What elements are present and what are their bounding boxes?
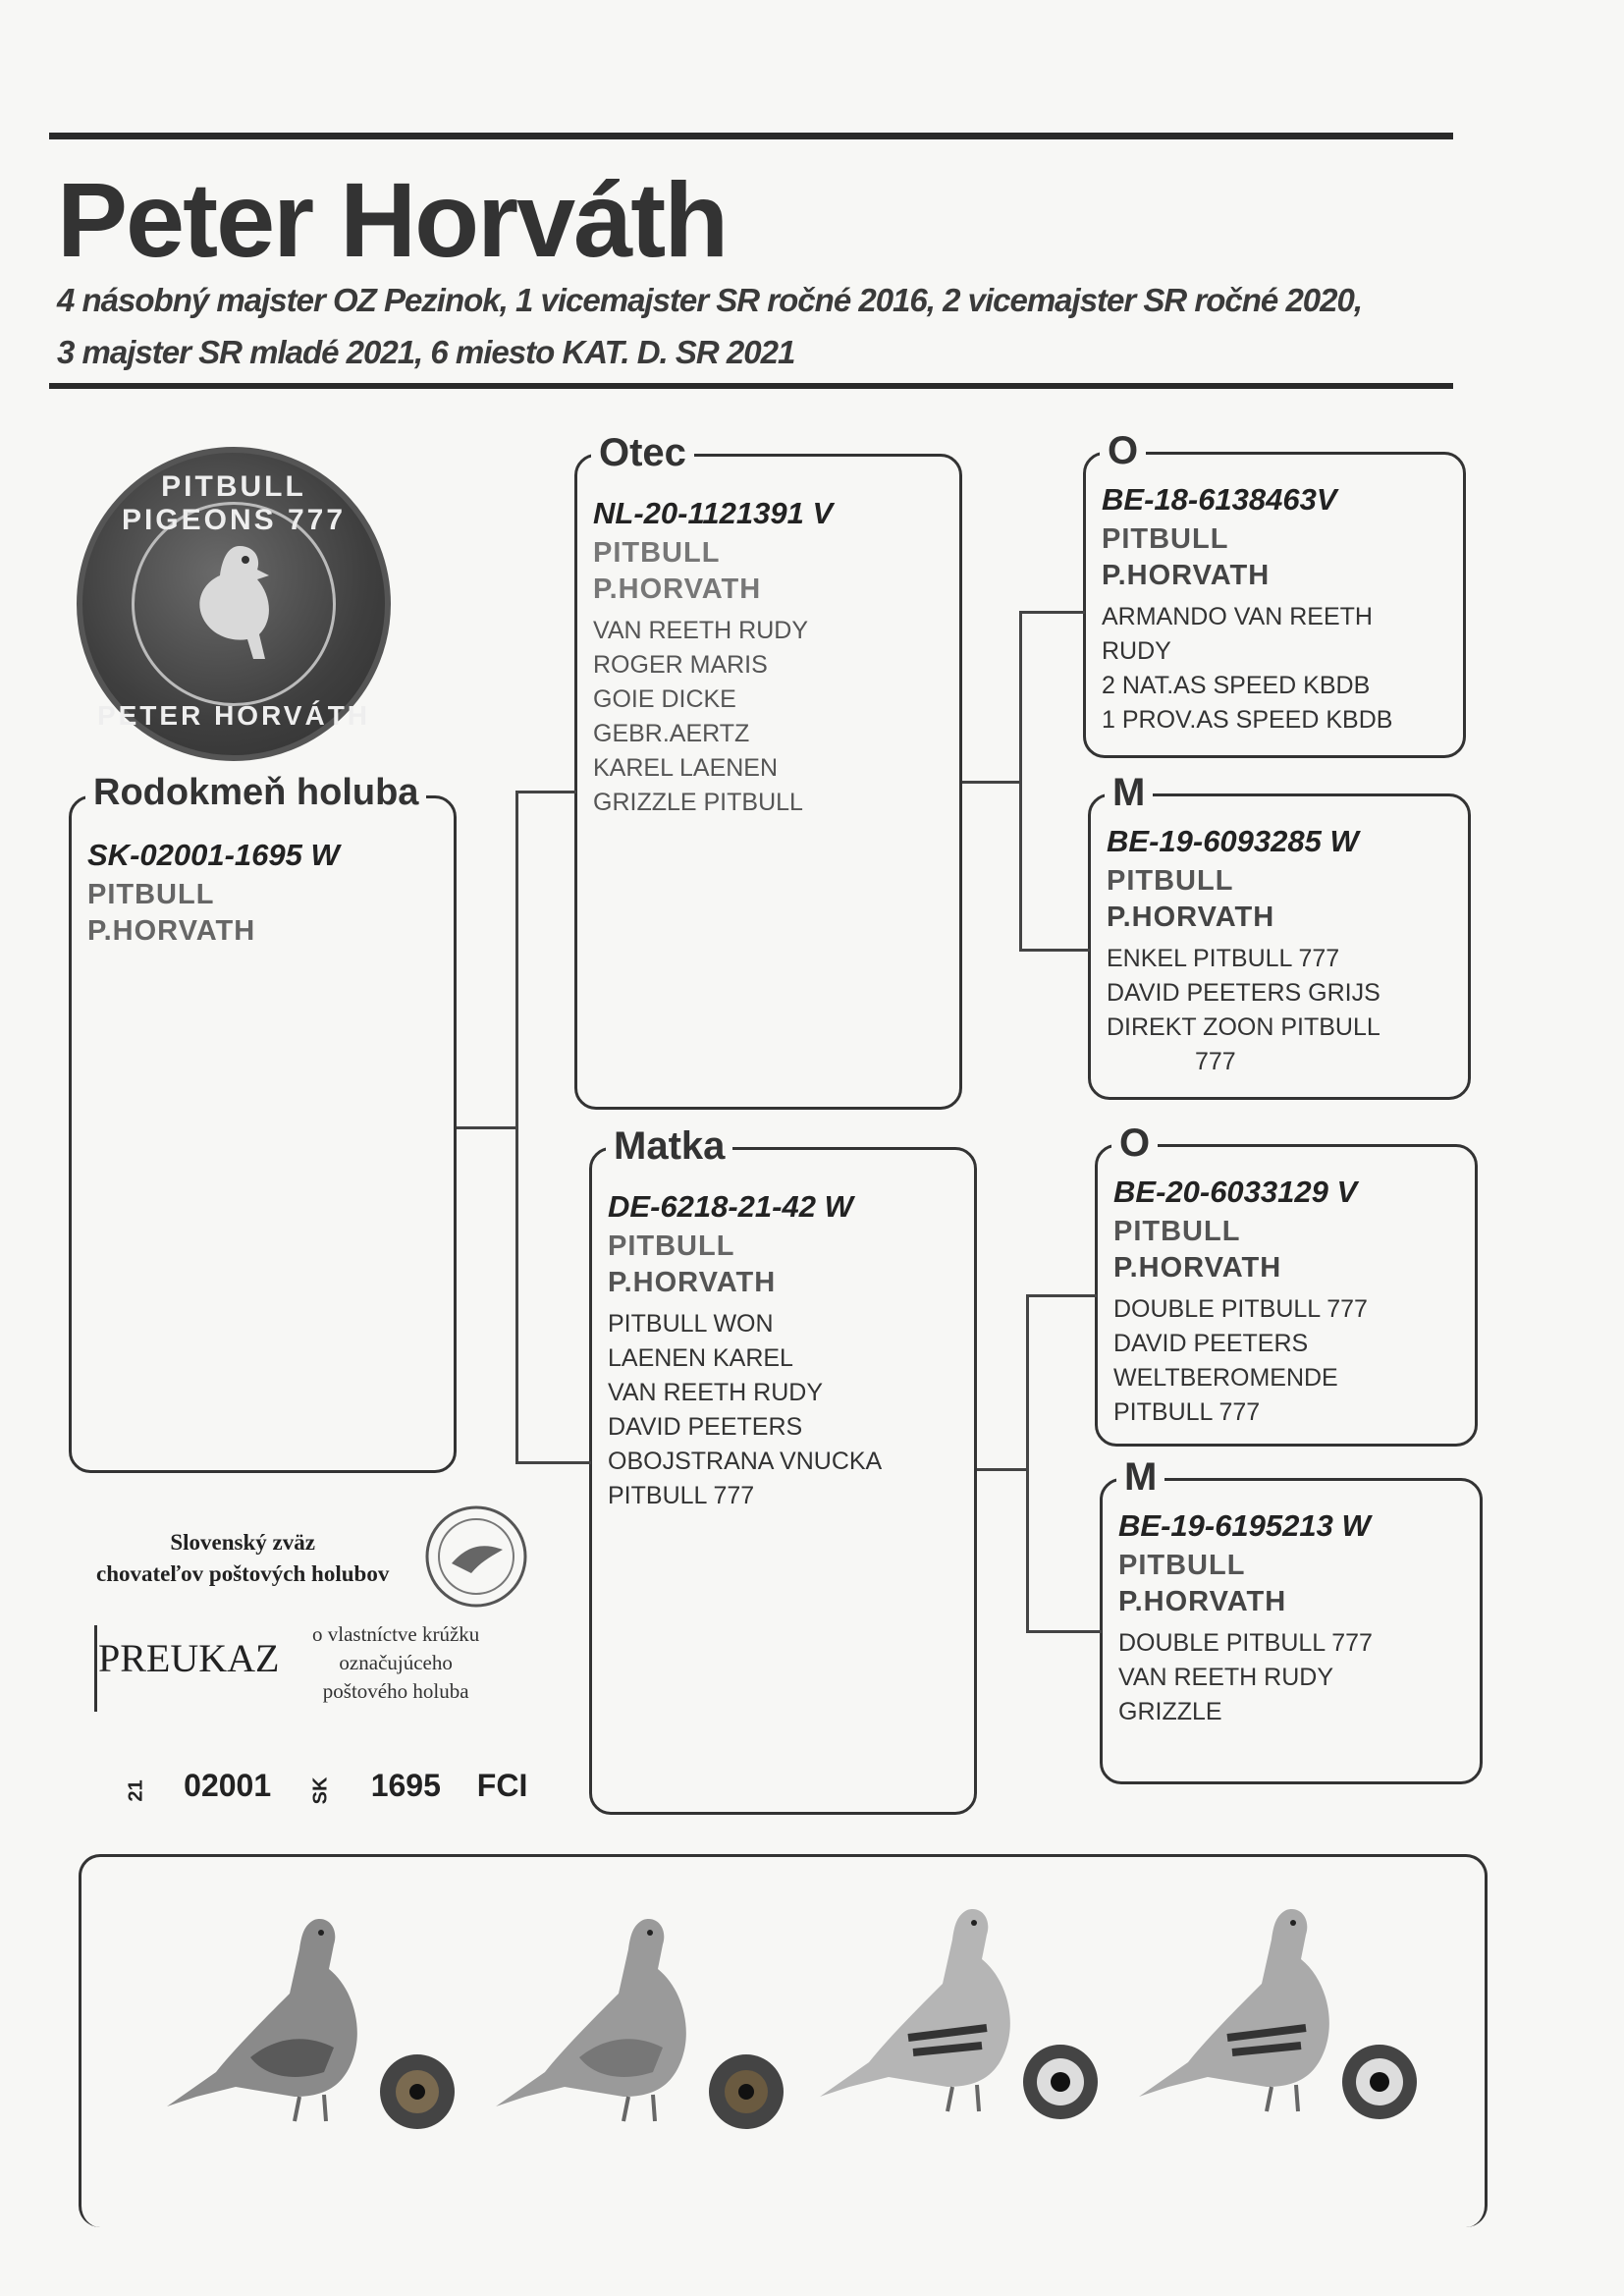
father-info-0: VAN REETH RUDY (593, 617, 809, 644)
connector-to-mm (1026, 1630, 1102, 1633)
ring-country: SK (309, 1777, 332, 1805)
father-ring: NL-20-1121391 V (593, 496, 834, 530)
mm-label: M (1116, 1455, 1164, 1499)
mf-info-2: WELTBEROMENDE (1113, 1364, 1338, 1392)
mother-ring: DE-6218-21-42 W (608, 1189, 853, 1224)
fm-info-1: DAVID PEETERS GRIJS (1107, 979, 1380, 1007)
fm-info-3: 777 (1195, 1048, 1236, 1075)
mother-card (589, 1124, 977, 1815)
father-info (593, 614, 944, 820)
ring-card-desc-3: poštového holuba (322, 1679, 469, 1703)
fm-line1: PITBULL (1107, 865, 1234, 897)
ff-label: O (1100, 429, 1146, 472)
fm-ring: BE-19-6093285 W (1107, 824, 1359, 858)
union-line-1: Slovenský zväz (170, 1530, 315, 1555)
father-info-4: KAREL LAENEN (593, 754, 779, 782)
union-seal-icon (422, 1503, 530, 1611)
mother-line1: PITBULL (608, 1230, 735, 1262)
mf-line1: PITBULL (1113, 1216, 1241, 1247)
union-name (96, 1527, 389, 1590)
mm-line1: PITBULL (1118, 1550, 1246, 1581)
ring-org: FCI (476, 1768, 528, 1803)
connector-to-ff (1019, 611, 1085, 614)
mother-info-1: LAENEN KAREL (608, 1344, 793, 1372)
mm-ring: BE-19-6195213 W (1118, 1508, 1371, 1543)
ring-card-desc (312, 1620, 479, 1706)
father-info-5: GRIZZLE PITBULL (593, 789, 803, 816)
mother-line2: P.HORVATH (608, 1267, 777, 1298)
connector-to-mf (1026, 1294, 1097, 1297)
header-rule (49, 383, 1453, 389)
father-mother-card (1088, 771, 1471, 1100)
ff-info (1102, 600, 1447, 738)
mf-info-3: PITBULL 777 (1113, 1398, 1261, 1426)
fm-info (1107, 942, 1452, 1079)
father-line2: P.HORVATH (593, 574, 762, 605)
ring-year: 21 (125, 1779, 147, 1802)
mother-label: Matka (606, 1124, 732, 1168)
fm-label: M (1105, 771, 1153, 814)
mf-line2: P.HORVATH (1113, 1252, 1282, 1284)
subject-line1: PITBULL (87, 879, 215, 910)
subtitle-line-1: 4 násobný majster OZ Pezinok, 1 vicemajster SR ročné 2016, 2 vicemajster SR ročné 2020, (57, 282, 1363, 318)
mother-father-card (1095, 1121, 1478, 1447)
father-info-1: ROGER MARIS (593, 651, 768, 679)
mm-info-2: GRIZZLE (1118, 1698, 1222, 1725)
father-father-card (1083, 429, 1466, 758)
pitbull-pigeons-logo (77, 447, 391, 761)
mother-info-5: PITBULL 777 (608, 1482, 755, 1509)
pigeon-illustration-4 (1129, 1890, 1443, 2136)
connector-father-right (962, 781, 1021, 784)
fm-info-2: DIREKT ZOON PITBULL (1107, 1013, 1380, 1041)
connector-to-father (515, 791, 576, 793)
ff-info-1: RUDY (1102, 637, 1171, 665)
mm-info-0: DOUBLE PITBULL 777 (1118, 1629, 1373, 1657)
ring-card-desc-2: označujúceho (339, 1651, 453, 1674)
fm-info-0: ENKEL PITBULL 777 (1107, 945, 1340, 972)
mm-info-1: VAN REETH RUDY (1118, 1664, 1334, 1691)
mm-line2: P.HORVATH (1118, 1586, 1287, 1617)
mf-ring: BE-20-6033129 V (1113, 1175, 1358, 1209)
ff-info-0: ARMANDO VAN REETH (1102, 603, 1373, 630)
father-info-2: GOIE DICKE (593, 685, 736, 713)
preukaz-title: PREUKAZ (98, 1636, 280, 1680)
ff-info-2: 2 NAT.AS SPEED KBDB (1102, 672, 1371, 699)
connector-mother-right (977, 1468, 1028, 1471)
ff-line2: P.HORVATH (1102, 560, 1271, 591)
union-line-2: chovateľov poštových holubov (96, 1561, 390, 1586)
top-rule (49, 133, 1453, 139)
connector-subject-right (457, 1126, 517, 1129)
mother-info-4: OBOJSTRANA VNUCKA (608, 1448, 883, 1475)
subject-line2: P.HORVATH (87, 915, 256, 947)
connector-to-mother (515, 1461, 591, 1464)
ring-serial: 1695 (370, 1768, 441, 1803)
subject-card (69, 772, 457, 1473)
mm-info (1118, 1626, 1464, 1729)
mf-label: O (1111, 1121, 1158, 1165)
father-line1: PITBULL (593, 537, 721, 569)
connector-parents-vertical (515, 791, 518, 1463)
connector-mgp-vertical (1026, 1294, 1029, 1633)
owner-name: Peter Horváth (57, 160, 728, 279)
pigeon-illustration-2 (486, 1900, 800, 2146)
ff-ring: BE-18-6138463V (1102, 482, 1337, 517)
logo-text-bottom: PETER HORVÁTH (96, 700, 371, 731)
father-card (574, 431, 962, 1110)
connector-to-fm (1019, 949, 1090, 952)
ring-card-desc-1: o vlastníctve krúžku (312, 1622, 480, 1646)
ring-number: 02001 (184, 1768, 272, 1803)
pigeon-illustration-1 (157, 1900, 471, 2146)
fm-line2: P.HORVATH (1107, 902, 1275, 933)
mother-info (608, 1307, 958, 1513)
pedigree-title: Rodokmeň holuba (85, 773, 426, 814)
pigeon-icon (181, 536, 298, 674)
mf-info (1113, 1292, 1459, 1430)
ff-line1: PITBULL (1102, 523, 1229, 555)
subtitle-line-2: 3 majster SR mladé 2021, 6 miesto KAT. D. SR 2021 (57, 334, 795, 370)
mf-info-1: DAVID PEETERS (1113, 1330, 1309, 1357)
mother-mother-card (1100, 1455, 1483, 1784)
mother-info-3: DAVID PEETERS (608, 1413, 803, 1441)
connector-fgp-vertical (1019, 611, 1022, 951)
mf-info-0: DOUBLE PITBULL 777 (1113, 1295, 1368, 1323)
mother-info-2: VAN REETH RUDY (608, 1379, 824, 1406)
pigeon-illustration-3 (810, 1890, 1124, 2136)
ff-info-3: 1 PROV.AS SPEED KBDB (1102, 706, 1393, 734)
ring-number-line (126, 1768, 555, 1804)
subject-ring: SK-02001-1695 W (87, 838, 340, 872)
father-label: Otec (591, 431, 694, 474)
mother-info-0: PITBULL WON (608, 1310, 774, 1338)
father-info-3: GEBR.AERTZ (593, 720, 750, 747)
preukaz-bar (94, 1625, 97, 1712)
logo-text-top: PITBULL PIGEONS 777 (121, 470, 347, 536)
